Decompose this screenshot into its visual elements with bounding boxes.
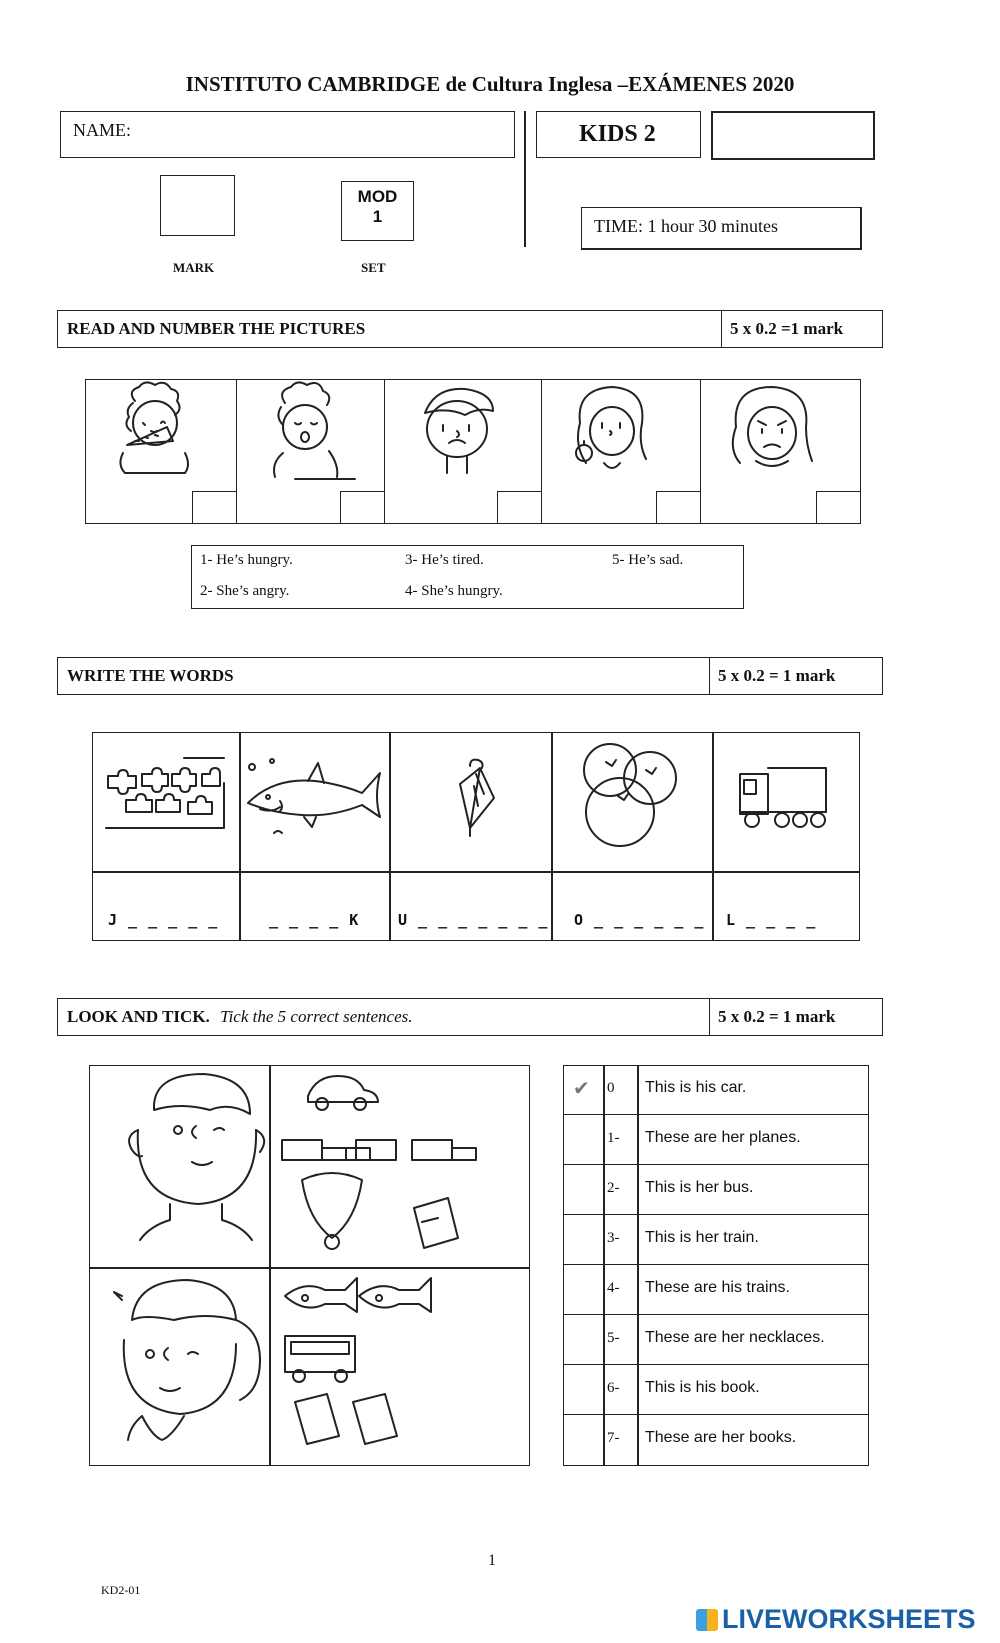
girl-eating-apple-icon <box>560 383 655 483</box>
answer-box-4[interactable] <box>656 491 700 523</box>
row-number: 4- <box>607 1280 620 1296</box>
words-col-sep-1 <box>239 732 241 941</box>
time-label: TIME: 1 hour 30 minutes <box>594 216 778 236</box>
sentence-1: 1- He’s hungry. <box>200 552 293 568</box>
section3-score: 5 x 0.2 = 1 mark <box>709 999 835 1035</box>
words-col-sep-3 <box>551 732 553 941</box>
row-sentence: This is her train. <box>645 1229 759 1246</box>
boy-items-icon <box>290 1070 510 1260</box>
words-grid-divider <box>92 871 860 873</box>
answer-box-1[interactable] <box>192 491 236 523</box>
section2-header <box>57 657 883 695</box>
tick-row-5 <box>563 1315 869 1365</box>
tick-row-7 <box>563 1415 869 1465</box>
tick-checkbox-7[interactable] <box>563 1415 603 1465</box>
row-sentence: These are her planes. <box>645 1129 801 1146</box>
section1-title: READ AND NUMBER THE PICTURES <box>67 319 366 338</box>
girl-angry-icon <box>720 383 815 483</box>
doc-code: KD2-01 <box>101 1583 141 1597</box>
brand-text: LIVEWORKSHEETS <box>722 1604 976 1634</box>
header-divider <box>524 111 526 247</box>
mark-label: MARK <box>173 260 215 275</box>
level-label: KIDS 2 <box>579 121 656 147</box>
word-blank-3[interactable]: U _ _ _ _ _ _ _ <box>398 911 549 929</box>
tick-checkbox-4[interactable] <box>563 1265 603 1315</box>
section1-score: 5 x 0.2 =1 mark <box>721 311 843 347</box>
words-col-sep-4 <box>712 732 714 941</box>
row-number: 5- <box>607 1330 620 1346</box>
row-sentence: This is her bus. <box>645 1179 754 1196</box>
umbrella-icon <box>450 756 500 841</box>
tick-checkbox-0[interactable]: ✔ <box>573 1076 590 1100</box>
brand-mark-icon <box>696 1609 718 1631</box>
words-col-sep-2 <box>389 732 391 941</box>
page-number: 1 <box>488 1552 496 1569</box>
possessions-row-sep <box>89 1267 530 1269</box>
answer-box-5[interactable] <box>816 491 860 523</box>
level-score-box[interactable] <box>711 111 875 160</box>
oranges-icon <box>580 740 690 850</box>
row-sentence: These are her necklaces. <box>645 1329 825 1346</box>
row-number: 3- <box>607 1230 620 1246</box>
section3-title-text: LOOK AND TICK. <box>67 1007 210 1026</box>
jigsaw-icon <box>104 756 229 836</box>
sentence-5: 5- He’s sad. <box>612 552 684 568</box>
tick-row-2 <box>563 1165 869 1215</box>
row-number: 6- <box>607 1380 620 1396</box>
word-blank-1[interactable]: J _ _ _ _ _ <box>108 911 219 929</box>
sentence-4: 4- She’s hungry. <box>405 583 503 599</box>
answer-box-2[interactable] <box>340 491 384 523</box>
section3-title <box>67 1007 413 1027</box>
boy-sad-icon <box>405 383 500 483</box>
sentences-box <box>191 545 744 609</box>
section3-header <box>57 998 883 1036</box>
mod-line2: 1 <box>372 207 383 226</box>
shark-icon <box>246 757 386 837</box>
mark-box[interactable] <box>160 175 235 236</box>
section2-title: WRITE THE WORDS <box>67 666 234 685</box>
word-blank-5[interactable]: L _ _ _ _ <box>726 911 817 929</box>
tick-checkbox-6[interactable] <box>563 1365 603 1415</box>
section3-instruction: Tick the 5 correct sentences. <box>220 1007 413 1026</box>
possessions-col-sep <box>269 1065 271 1466</box>
row-sentence: This is his car. <box>645 1079 747 1096</box>
page-title <box>0 72 980 97</box>
mod-box <box>341 181 414 241</box>
boy-eating-pizza-icon <box>105 383 200 483</box>
name-label: NAME: <box>73 120 131 140</box>
truck-icon <box>738 764 838 834</box>
tick-row-4 <box>563 1265 869 1315</box>
level-box <box>536 111 701 158</box>
name-field[interactable] <box>60 111 515 158</box>
girl-portrait-icon <box>102 1270 262 1460</box>
answer-box-3[interactable] <box>497 491 541 523</box>
boy-tired-icon <box>255 383 350 483</box>
tick-row-6 <box>563 1365 869 1415</box>
tick-checkbox-5[interactable] <box>563 1315 603 1365</box>
row-sentence: This is his book. <box>645 1379 760 1396</box>
word-blank-4[interactable]: O _ _ _ _ _ _ <box>574 911 705 929</box>
tick-checkbox-2[interactable] <box>563 1165 603 1215</box>
row-sentence: These are her books. <box>645 1429 797 1446</box>
title-prefix: INSTITUTO CAMBRIDGE <box>185 72 441 96</box>
row-number: 1- <box>607 1130 620 1146</box>
tick-checkbox-3[interactable] <box>563 1215 603 1265</box>
tick-checkbox-1[interactable] <box>563 1115 603 1165</box>
section1-header <box>57 310 883 348</box>
sentence-3: 3- He’s tired. <box>405 552 484 568</box>
row-sentence: These are his trains. <box>645 1279 790 1296</box>
tick-row-1 <box>563 1115 869 1165</box>
tick-row-3 <box>563 1215 869 1265</box>
sentence-2: 2- She’s angry. <box>200 583 290 599</box>
tick-row-0 <box>563 1065 869 1115</box>
row-number: 0 <box>607 1080 615 1096</box>
mod-line1: MOD <box>357 187 398 206</box>
boy-portrait-icon <box>118 1070 268 1260</box>
title-mid: de Cultura Inglesa <box>445 72 613 96</box>
girl-items-icon <box>283 1272 453 1462</box>
section2-score: 5 x 0.2 = 1 mark <box>709 658 835 694</box>
title-suffix: –EXÁMENES 2020 <box>617 72 795 96</box>
row-number: 2- <box>607 1180 620 1196</box>
word-blank-2[interactable]: _ _ _ _ K <box>269 911 360 929</box>
set-label: SET <box>361 260 386 275</box>
row-number: 7- <box>607 1430 620 1446</box>
time-box <box>581 207 862 250</box>
